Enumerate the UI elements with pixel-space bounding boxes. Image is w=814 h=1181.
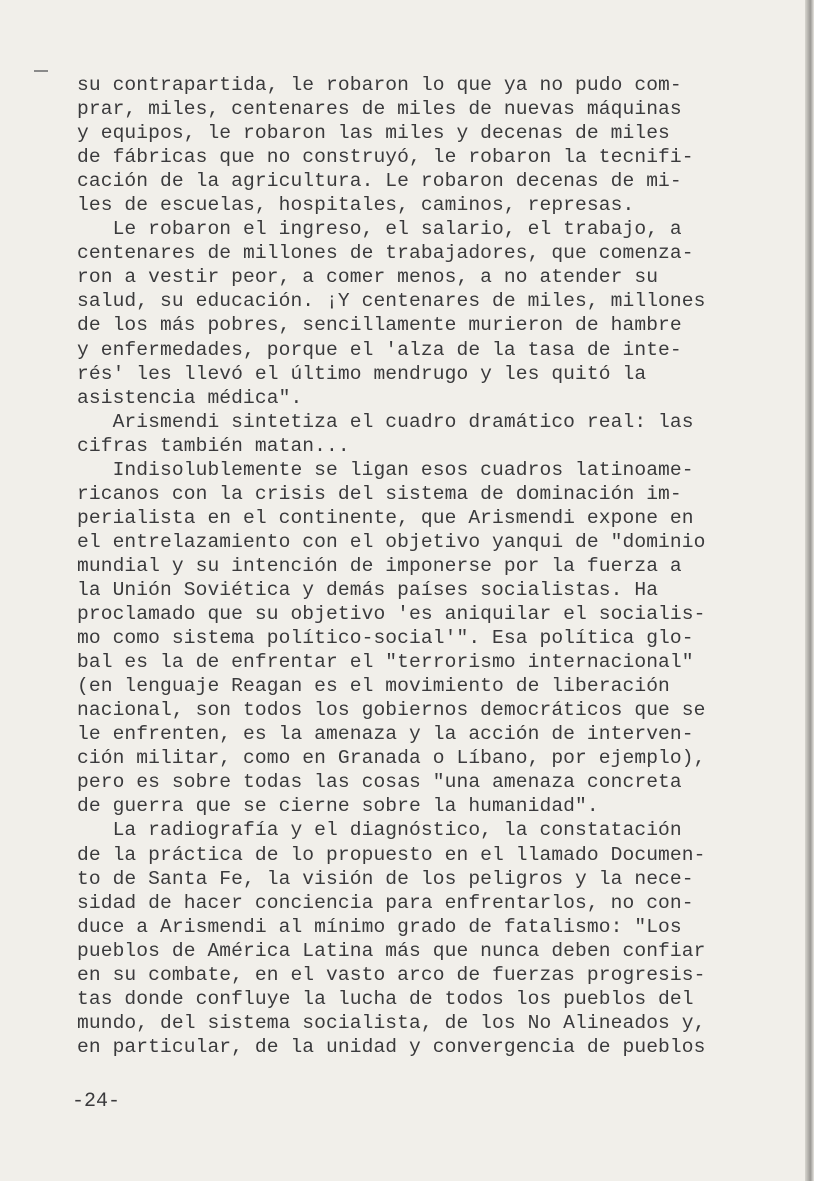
text-line: pero es sobre todas las cosas "una amenaza concreta (77, 771, 682, 794)
text-line: y equipos, le robaron las miles y decenas de miles (77, 122, 670, 145)
text-line: sidad de hacer conciencia para enfrentarlos, no con- (77, 891, 694, 914)
text-line: la Unión Soviética y demás países socialistas. Ha (77, 578, 659, 601)
body-text (77, 73, 705, 1059)
text-line: les de escuelas, hospitales, caminos, represas. (77, 194, 635, 217)
text-line: su contrapartida, le robaron lo que ya no pudo com- (77, 74, 682, 96)
text-line: proclamado que su objetivo 'es aniquilar el socialis- (77, 603, 706, 626)
text-line: mo como sistema político-social'". Esa política glo- (77, 627, 694, 650)
text-line: Arismendi sintetiza el cuadro dramático real: las (77, 410, 694, 433)
text-line: centenares de millones de trabajadores, que comenza- (77, 242, 694, 265)
margin-mark (34, 70, 48, 72)
text-line: (en lenguaje Reagan es el movimiento de liberación (77, 675, 670, 698)
text-line: to de Santa Fe, la visión de los peligros y la nece- (77, 867, 694, 890)
text-line: mundial y su intención de imponerse por la fuerza a (77, 554, 682, 577)
text-line: Le robaron el ingreso, el salario, el trabajo, a (77, 218, 682, 241)
text-line: ricanos con la crisis del sistema de dominación im- (77, 482, 682, 505)
text-line: le enfrenten, es la amenaza y la acción de interven- (77, 723, 694, 746)
text-line: en particular, de la unidad y convergencia de pueblos (77, 1035, 706, 1058)
text-line: de guerra que se cierne sobre la humanidad". (77, 795, 599, 818)
text-line: pueblos de América Latina más que nunca deben confiar (77, 939, 706, 962)
text-line: La radiografía y el diagnóstico, la constatación (77, 819, 682, 842)
text-line: bal es la de enfrentar el "terrorismo internacional" (77, 651, 694, 674)
text-line: ción militar, como en Granada o Líbano, por ejemplo), (77, 747, 706, 770)
text-line: duce a Arismendi al mínimo grado de fatalismo: "Los (77, 915, 682, 938)
text-line: asistencia médica". (77, 386, 303, 409)
text-line: tas donde confluye la lucha de todos los pueblos del (77, 987, 694, 1010)
text-line: nacional, son todos los gobiernos democráticos que se (77, 699, 706, 722)
page-number: -24- (72, 1090, 121, 1113)
text-line: perialista en el continente, que Arismendi expone en (77, 506, 694, 529)
text-line: en su combate, en el vasto arco de fuerzas progresis- (77, 963, 706, 986)
text-line: Indisolublemente se ligan esos cuadros latinoame- (77, 458, 694, 481)
text-line: de fábricas que no construyó, le robaron la tecnifi- (77, 146, 694, 169)
text-line: prar, miles, centenares de miles de nuevas máquinas (77, 98, 682, 121)
text-line: mundo, del sistema socialista, de los No Alineados y, (77, 1011, 706, 1034)
text-line: cifras también matan... (77, 434, 350, 457)
text-line: el entrelazamiento con el objetivo yanqui de "dominio (77, 530, 706, 553)
text-line: cación de la agricultura. Le robaron decenas de mi- (77, 170, 682, 193)
text-line: y enfermedades, porque el 'alza de la tasa de inte- (77, 338, 682, 361)
text-line: de la práctica de lo propuesto en el llamado Documen- (77, 843, 706, 866)
text-line: salud, su educación. ¡Y centenares de miles, millones (77, 290, 706, 313)
text-line: ron a vestir peor, a comer menos, a no atender su (77, 266, 659, 289)
page-edge-shadow (805, 0, 814, 1181)
text-line: rés' les llevó el último mendrugo y les quitó la (77, 362, 647, 385)
text-line: de los más pobres, sencillamente murieron de hambre (77, 314, 682, 337)
